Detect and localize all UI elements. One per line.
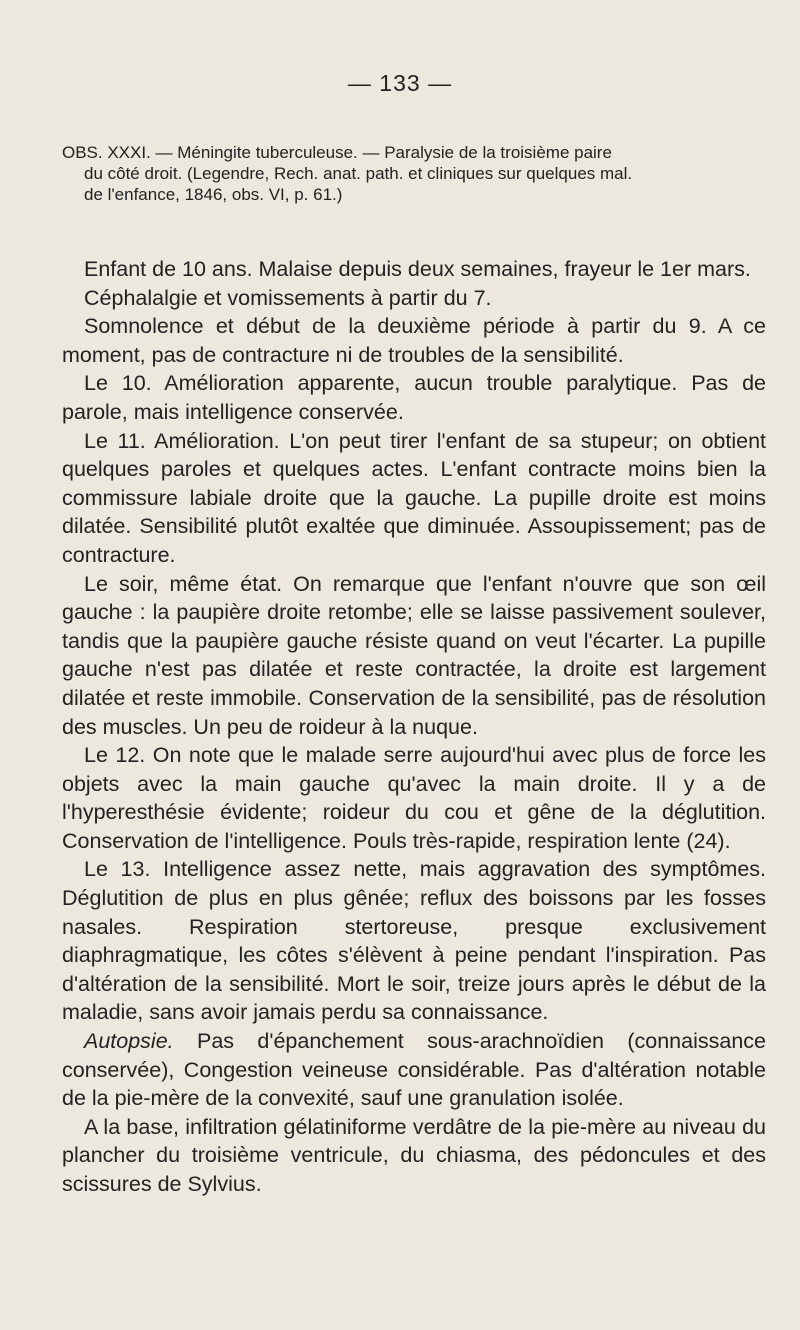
observation-header-line: du côté droit. (Legendre, Rech. anat. path. et cliniques sur quelques mal. <box>84 164 633 183</box>
paragraph: Somnolence et début de la deuxième période à partir du 9. A ce moment, pas de contracture ni de troubles de la sensibilité. <box>62 314 766 367</box>
paragraph: Le 10. Amélioration apparente, aucun trouble paralytique. Pas de parole, mais intelligence conservée. <box>62 371 766 424</box>
paragraph: Le soir, même état. On remarque que l'enfant n'ouvre que son œil gauche : la paupière droite retombe; elle se laisse passivement soulever, tandis que la paupière gauche résiste quand on veut l'écarter. La pupille gauche n'est pas dilatée et reste contractée, la droite est largement dilatée et reste immobile. Conservation de la sensibilité, pas de résolution des muscles. Un peu de roideur à la nuque. <box>62 571 766 739</box>
observation-header <box>62 142 762 205</box>
body-text <box>62 255 766 1199</box>
paragraph: Enfant de 10 ans. Malaise depuis deux semaines, frayeur le 1er mars. <box>84 257 751 281</box>
observation-header-line: OBS. XXXI. — Méningite tuberculeuse. — Paralysie de la troisième paire <box>62 143 612 162</box>
page-number: — 133 — <box>347 70 453 96</box>
paragraph-autopsie <box>62 1027 766 1113</box>
autopsie-label: Autopsie. <box>84 1029 174 1054</box>
paragraph: Le 11. Amélioration. L'on peut tirer l'enfant de sa stupeur; on obtient quelques paroles et quelques actes. L'enfant contracte moins bien la commissure labiale droite que la gauche. La pupille droite est moins dilatée. Sensibilité plutôt exaltée que diminuée. Assoupissement; pas de contracture. <box>62 428 766 567</box>
observation-header-line: de l'enfance, 1846, obs. VI, p. 61.) <box>84 185 343 204</box>
paragraph: Le 13. Intelligence assez nette, mais aggravation des symptômes. Déglutition de plus en plus gênée; reflux des boissons par les fosses nasales. Respiration stertoreuse, presque exclusivement diaphragmatique, les côtes s'élèvent à peine pendant l'inspiration. Pas d'altération de la sensibilité. Mort le soir, treize jours après le début de la maladie, sans avoir jamais perdu sa connaissance. <box>62 857 766 1025</box>
paragraph: A la base, infiltration gélatiniforme verdâtre de la pie-mère au niveau du plancher du troisième ventricule, du chiasma, des pédoncules et des scissures de Sylvius. <box>62 1114 766 1196</box>
paragraph: Le 12. On note que le malade serre aujourd'hui avec plus de force les objets avec la main gauche qu'avec la main droite. Il y a de l'hyperesthésie évidente; roideur du cou et gêne de la déglutition. Conservation de l'intelligence. Pouls très-rapide, respiration lente (24). <box>62 743 766 853</box>
paragraph: Céphalalgie et vomissements à partir du 7. <box>84 285 492 310</box>
autopsie-text: Pas d'épanchement sous-arachnoïdien (connaissance conservée), Congestion veineuse considérable. Pas d'altération notable de la pie-mère de la convexité, sauf une granulation isolée. <box>62 1029 766 1111</box>
